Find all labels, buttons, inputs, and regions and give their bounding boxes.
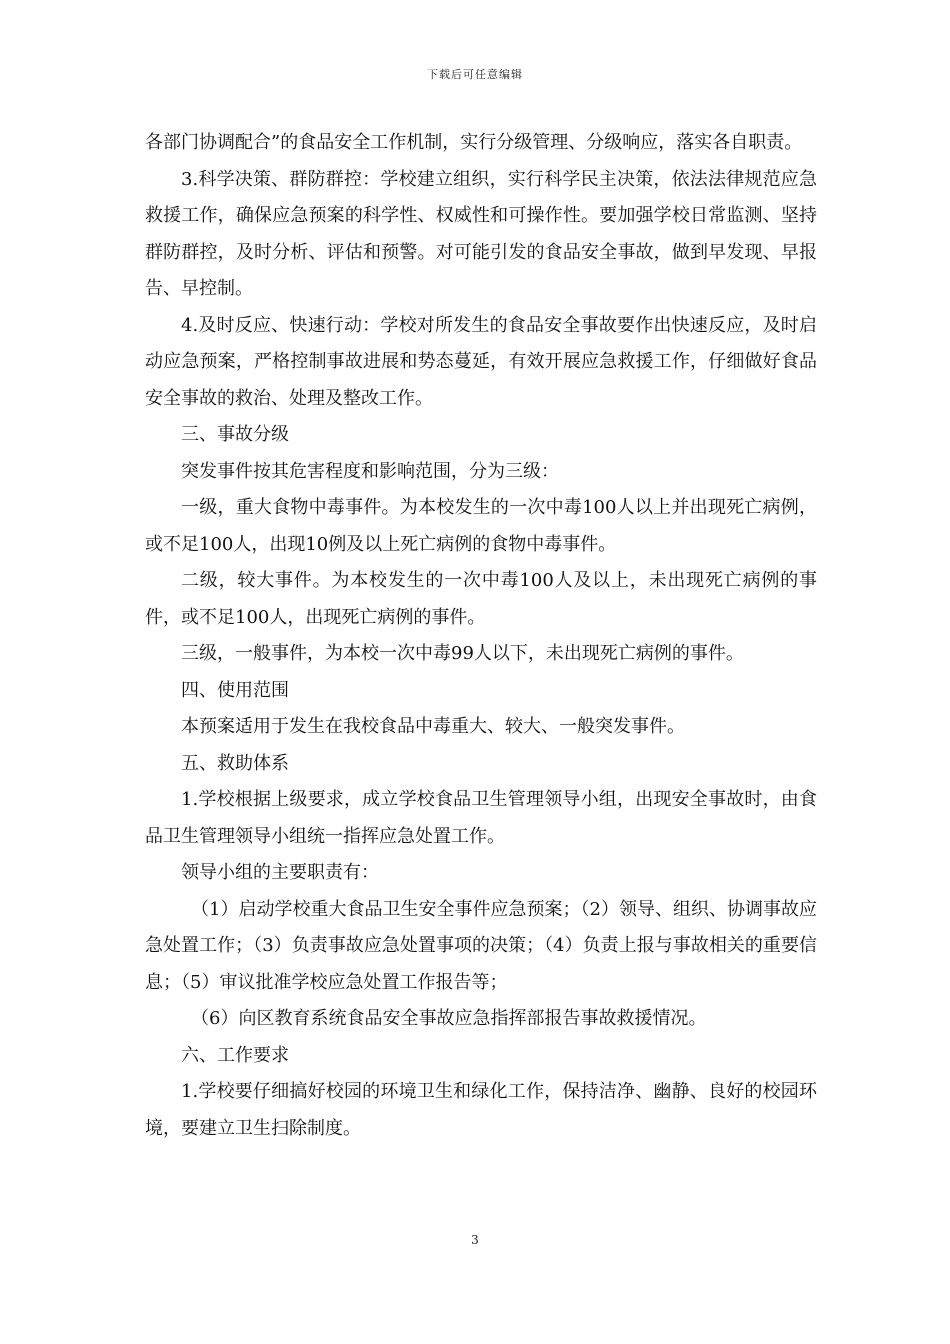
section-heading: 四、使用范围 — [181, 679, 289, 701]
paragraph: 三级，一般事件，为本校一次中毒99人以下，未出现死亡病例的事件。 — [181, 643, 744, 664]
section-heading: 五、救助体系 — [181, 752, 289, 774]
section-heading: 六、工作要求 — [181, 1044, 289, 1066]
paragraph: 突发事件按其危害程度和影响范围，分为三级： — [181, 460, 559, 482]
paragraph: 本预案适用于发生在我校食品中毒重大、较大、一般突发事件。 — [181, 716, 685, 737]
paragraph: 1.学校要仔细搞好校园的环境卫生和绿化工作，保持洁净、幽静、良好的校园环境，要建立卫生扫除制度。 — [145, 1081, 817, 1139]
body-text — [145, 125, 817, 1147]
page-number: 3 — [471, 1233, 479, 1247]
paragraph: （6）向区教育系统食品安全事故应急指挥部报告事故救援情况。 — [191, 1008, 707, 1029]
paragraph: 一级，重大食物中毒事件。为本校发生的一次中毒100人以上并出现死亡病例，或不足100人，出现10例及以上死亡病例的食物中毒事件。 — [145, 497, 817, 555]
paragraph: 4.及时反应、快速行动：学校对所发生的食品安全事故要作出快速反应，及时启动应急预案，严格控制事故进展和势态蔓延，有效开展应急救援工作，仔细做好食品安全事故的救治、处理及整改工作。 — [145, 314, 817, 409]
paragraph: 领导小组的主要职责有： — [181, 862, 379, 883]
paragraph: （1）启动学校重大食品卫生安全事件应急预案；（2）领导、组织、协调事故应急处置工作；（3）负责事故应急处置事项的决策；（4）负责上报与事故相关的重要信息；（5）审议批准学校应急处置工作报告等； — [145, 898, 817, 993]
paragraph: 各部门协调配合”的食品安全工作机制，实行分级管理、分级响应，落实各自职责。 — [145, 132, 803, 153]
paragraph: 3.科学决策、群防群控：学校建立组织，实行科学民主决策，依法法律规范应急救援工作，确保应急预案的科学性、权威性和可操作性。要加强学校日常监测、坚持群防群控，及时分析、评估和预警。对可能引发的食品安全事故，做到早发现、早报告、早控制。 — [145, 168, 817, 299]
section-heading: 三、事故分级 — [181, 424, 289, 445]
paragraph: 二级，较大事件。为本校发生的一次中毒100人及以上，未出现死亡病例的事件，或不足100人，出现死亡病例的事件。 — [145, 570, 817, 628]
page-header: 下载后可任意编辑 — [427, 68, 523, 81]
paragraph: 1.学校根据上级要求，成立学校食品卫生管理领导小组，出现安全事故时，由食品卫生管理领导小组统一指挥应急处置工作。 — [145, 789, 817, 847]
